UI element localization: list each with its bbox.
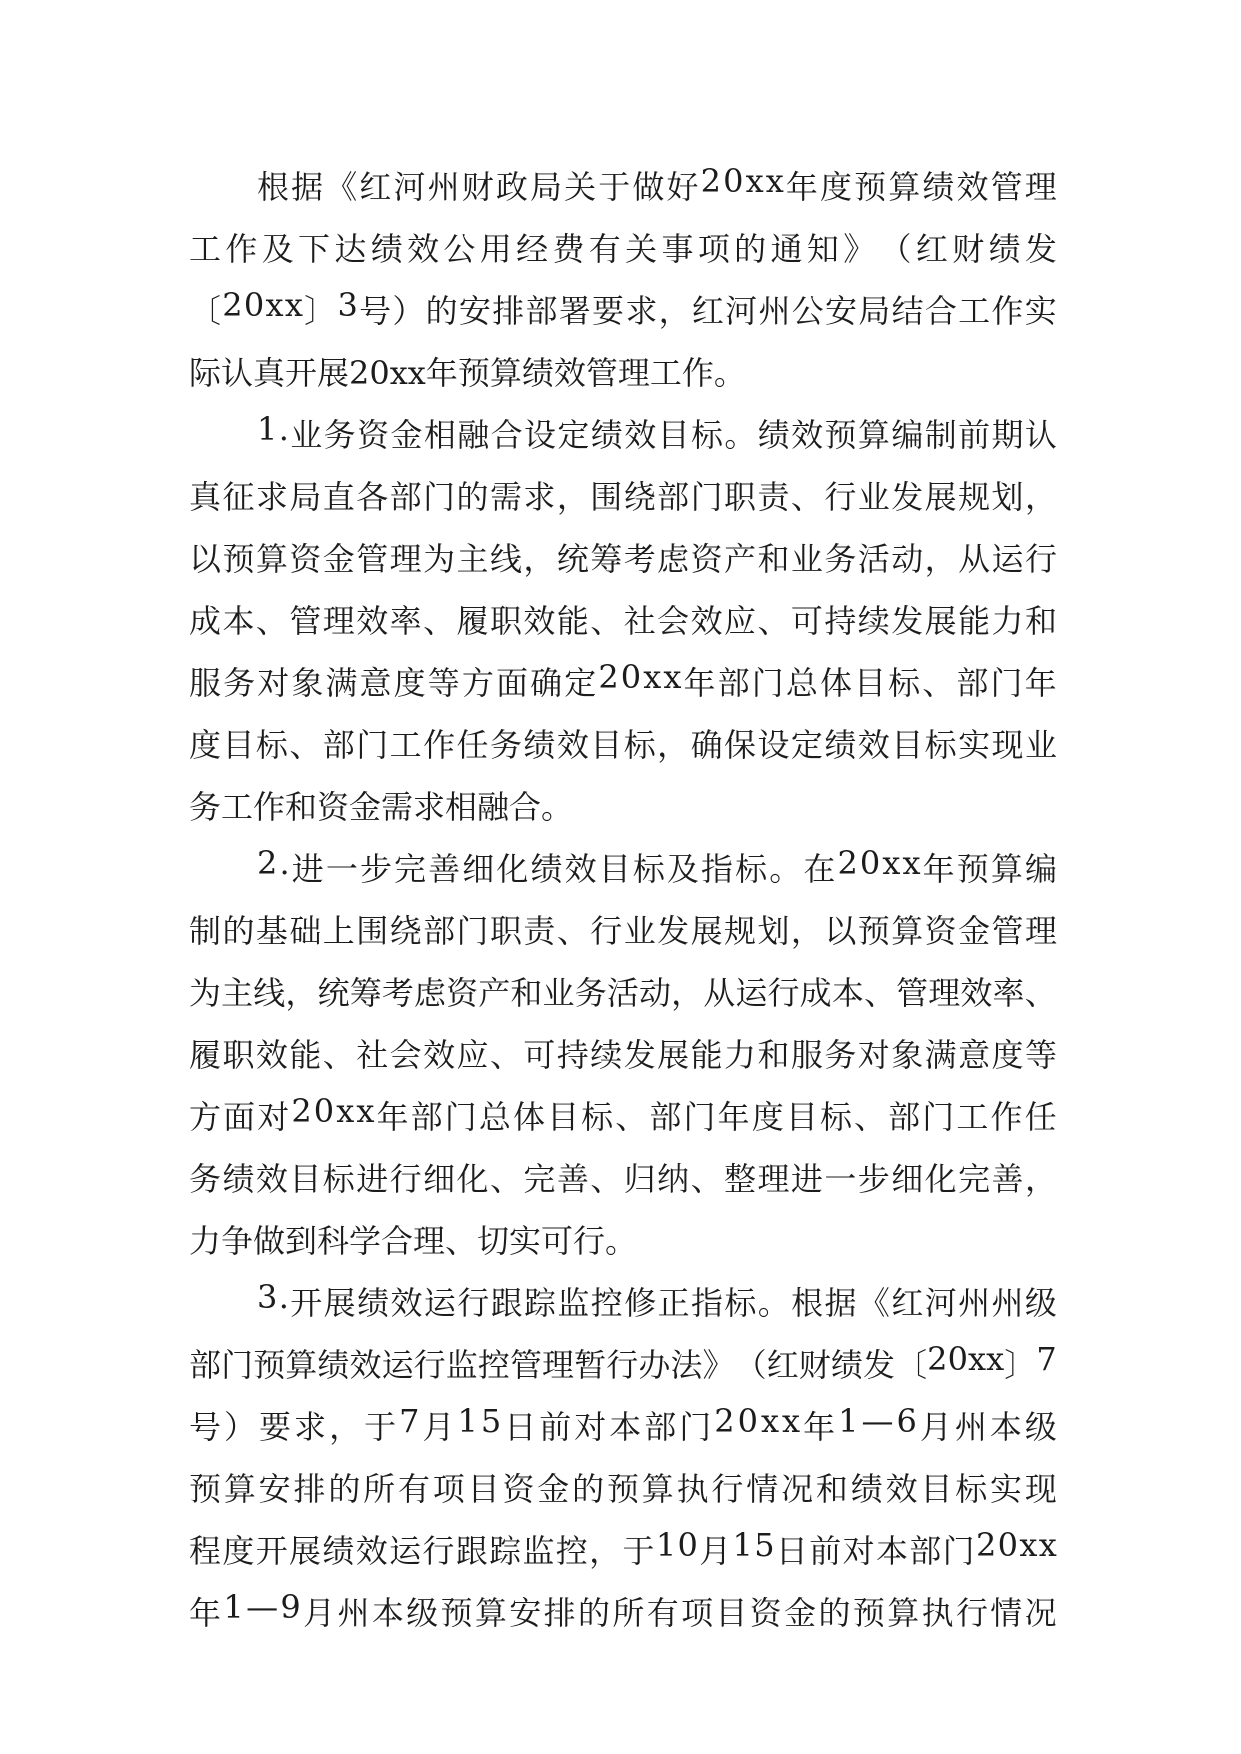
text-line bbox=[189, 1208, 1057, 1270]
text-line bbox=[189, 1456, 1057, 1518]
text-line bbox=[189, 898, 1057, 960]
line-text: 1 . 业 务 资 金 相 融 合 设 定 绩 效 目 标 。 绩 效 预 算 编 制 前 期 认 bbox=[257, 410, 1057, 454]
line-text: 年 1 — 9 月 州 本 级 预 算 安 排 的 所 有 项 目 资 金 的 预 算 执 行 情 况 bbox=[189, 1588, 1057, 1632]
line-text: 际认真开展20xx年预算绩效管理工作。 bbox=[189, 354, 746, 392]
text-line bbox=[189, 774, 1057, 836]
line-text: 真 征 求 局 直 各 部 门 的 需 求 ， 围 绕 部 门 职 责 、 行 业 发 展 规 划 ， bbox=[189, 478, 1057, 516]
line-text: 程 度 开 展 绩 效 运 行 跟 踪 监 控 ， 于 1 0 月 1 5 日 前 对 本 部 门 2 0 x x bbox=[189, 1526, 1057, 1570]
line-text: 成 本 、 管 理 效 率 、 履 职 效 能 、 社 会 效 应 、 可 持 续 发 展 能 力 和 bbox=[189, 602, 1057, 640]
line-text: 为 主 线 ， 统 筹 考 虑 资 产 和 业 务 活 动 ， 从 运 行 成 本 、 管 理 效 率 、 bbox=[189, 974, 1057, 1012]
text-line bbox=[189, 526, 1057, 588]
line-text: 工 作 及 下 达 绩 效 公 用 经 费 有 关 事 项 的 通 知 》 （ 红 财 绩 发 bbox=[189, 230, 1057, 268]
text-line bbox=[189, 1580, 1057, 1642]
text-line bbox=[189, 1084, 1057, 1146]
line-text: 号 ） 要 求 ， 于 7 月 1 5 日 前 对 本 部 门 2 0 x x 年 1 — 6 月 州 本 级 bbox=[189, 1402, 1057, 1446]
line-text: 务工作和资金需求相融合。 bbox=[189, 788, 574, 826]
line-text: 3 . 开 展 绩 效 运 行 跟 踪 监 控 修 正 指 标 。 根 据 《 红 河 州 州 级 bbox=[257, 1278, 1057, 1322]
line-text: 2 . 进 一 步 完 善 细 化 绩 效 目 标 及 指 标 。 在 2 0 x x 年 预 算 编 bbox=[257, 844, 1057, 888]
text-line bbox=[189, 216, 1057, 278]
text-line bbox=[189, 960, 1057, 1022]
text-line bbox=[189, 650, 1057, 712]
document-body bbox=[189, 154, 1057, 1642]
text-line bbox=[189, 588, 1057, 650]
text-line bbox=[189, 1394, 1057, 1456]
line-text: 以 预 算 资 金 管 理 为 主 线 ， 统 筹 考 虑 资 产 和 业 务 活 动 ， 从 运 行 bbox=[189, 540, 1057, 578]
text-line bbox=[189, 1146, 1057, 1208]
line-text: 预 算 安 排 的 所 有 项 目 资 金 的 预 算 执 行 情 况 和 绩 效 目 标 实 现 bbox=[189, 1470, 1057, 1508]
text-line bbox=[189, 836, 1057, 898]
line-text: 〔 2 0 x x 〕 3 号 ） 的 安 排 部 署 要 求 ， 红 河 州 公 安 局 结 合 工 作 实 bbox=[189, 286, 1057, 330]
text-line bbox=[189, 1332, 1057, 1394]
text-line bbox=[189, 278, 1057, 340]
text-line bbox=[189, 1022, 1057, 1084]
text-line bbox=[189, 464, 1057, 526]
line-text: 务 绩 效 目 标 进 行 细 化 、 完 善 、 归 纳 、 整 理 进 一 步 细 化 完 善 ， bbox=[189, 1160, 1057, 1198]
line-text: 服 务 对 象 满 意 度 等 方 面 确 定 2 0 x x 年 部 门 总 体 目 标 、 部 门 年 bbox=[189, 658, 1057, 702]
line-text: 力争做到科学合理、切实可行。 bbox=[189, 1222, 638, 1260]
text-line bbox=[189, 1518, 1057, 1580]
line-text: 度 目 标 、 部 门 工 作 任 务 绩 效 目 标 ， 确 保 设 定 绩 效 目 标 实 现 业 bbox=[189, 726, 1057, 764]
text-line bbox=[189, 402, 1057, 464]
line-text: 根 据 《 红 河 州 财 政 局 关 于 做 好 2 0 x x 年 度 预 算 绩 效 管 理 bbox=[257, 162, 1057, 206]
line-text: 制 的 基 础 上 围 绕 部 门 职 责 、 行 业 发 展 规 划 ， 以 预 算 资 金 管 理 bbox=[189, 912, 1057, 950]
text-line bbox=[189, 1270, 1057, 1332]
line-text: 部 门 预 算 绩 效 运 行 监 控 管 理 暂 行 办 法 》 （ 红 财 绩 发 〔 2 0 x x 〕 7 bbox=[189, 1340, 1057, 1384]
line-text: 方 面 对 2 0 x x 年 部 门 总 体 目 标 、 部 门 年 度 目 标 、 部 门 工 作 任 bbox=[189, 1092, 1057, 1136]
text-line bbox=[189, 712, 1057, 774]
text-line bbox=[189, 340, 1057, 402]
line-text: 履 职 效 能 、 社 会 效 应 、 可 持 续 发 展 能 力 和 服 务 对 象 满 意 度 等 bbox=[189, 1036, 1057, 1074]
text-line bbox=[189, 154, 1057, 216]
